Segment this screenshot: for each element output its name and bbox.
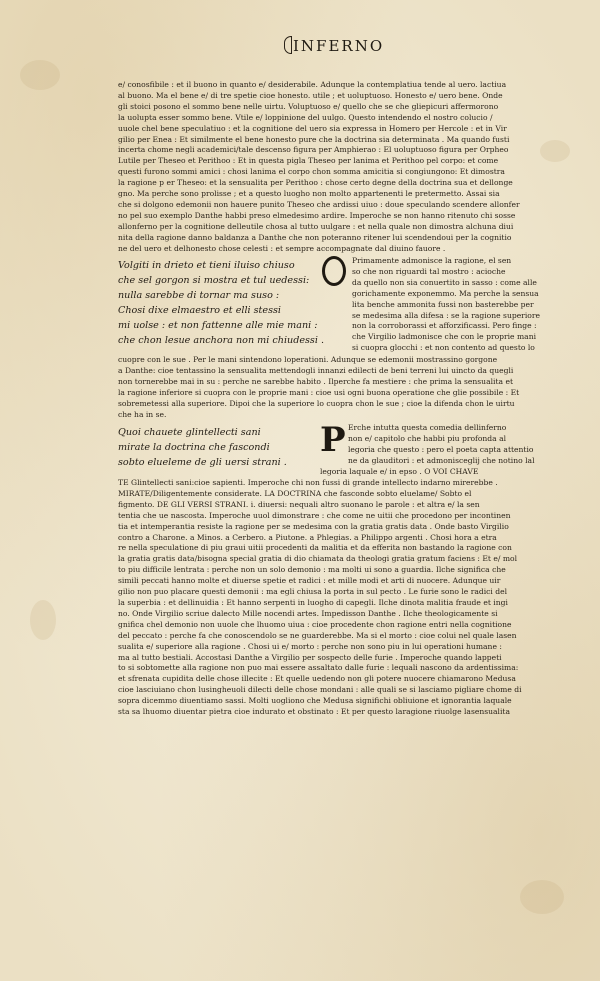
text-line: nita della ragione danno baldanza a Danthe che non poteranno ritener lui scendendoui per la cognitio [118,232,512,242]
text-line: no pel suo exemplo Danthe habbi preso elmedesimo ardire. Imperoche se non hanno ritenuto chi sosse [118,210,516,220]
commentary-line: non e/ capitolo che habbi piu profonda al [348,433,507,443]
text-line: cioe lasciuiano chon lusingheuoli dilecti delle chose mondani : alle quali se si lasciamo pigliare chome di [118,685,522,695]
commentary-line: so che non riguardi tal mostro : acioche [352,266,506,276]
commentary-line: Primamente admonisce la ragione, el sen [352,256,512,265]
commentary-line: gorichamente exponemmo. Ma perche la sensua [352,288,539,298]
running-head-text: INFERNO [293,37,385,55]
text-line: del peccato : perche fa che conoscendolo se ne guarderebbe. Ma si el morto : cioe colui nel quale lasen [118,630,517,640]
commentary-line: che Virgilio ladmonisce che con le proprie mani [352,332,537,342]
text-line: tentia che ue nascosta. Imperoche uuol dimonstrare : che come ne uitii che procedono per incontinen [118,510,511,520]
text-line: gno. Ma perche sono prolisse ; et a questo luogho non molto appartenenti le pretermetto. Assai sia [118,189,500,199]
main-prose [118,478,566,718]
text-line: incerta chome negli academici/tale descenso figura per Amphierao : El uoluptuoso figura per Orpheo [118,145,509,155]
text-line: TE Glintellecti sani:cioe sapienti. Imperoche chi non fussi di grande intellecto indarno mirerebbe . [118,478,498,487]
commentary-block-2 [320,420,568,478]
running-head [284,36,384,55]
text-line: Lutile per Theseo et Perithoo : Et in questa pigla Theseo per lanima et Perithoo pel corpo: et come [118,156,499,166]
text-line: to piu difficile lentrata : perche non un solo demonio : ma molti ui sono a guardia. Ilche significa che [118,565,506,575]
text-line: sualita e/ superiore alla ragione . Chosi ui e/ morto : perche non sono piu in lui operationi humane : [118,641,502,651]
verse-line: sobto elueleme de gli uersi strani . [118,457,287,468]
stain [20,60,60,90]
verse-line: Chosi dixe elmaestro et elli stessi [118,305,282,316]
text-line: contro a Charone. a Minos. a Cerbero. a Piutone. a Phlegias. a Philippo argenti . Chosi hora a etra [118,532,497,542]
text-line: allonferno per la cognitione delleutile chosa al tutto uulgare : et nella quale non dimostra alchuna diui [118,221,514,231]
commentary-line: Erche intutta questa comedia dellinferno [348,423,507,432]
bracket-ornament [284,36,292,54]
text-line: gnifica chel demonio non uuole che lhuomo uiua : cioe procedente chon ragione entri nella cognitione [118,619,512,629]
verse-line: che chon lesue anchora non mi chiudessi . [118,335,325,346]
verse-block-1 [118,258,330,348]
commentary-line: se medesima alla difesa : se la ragione superiore [352,310,540,320]
text-line: la ragione p er Theseo: et la sensualita per Perithoo : chose certo degne della doctrina sua et dellonge [118,178,513,188]
verse-line: che sel gorgon si mostra et tul uedessi: [118,275,310,286]
text-line: ma al tutto bestiali. Accostasi Danthe a Virgilio per sospecto delle furie . Imperoche quando lappeti [118,652,502,662]
text-line: che ha in se. [118,409,167,419]
verse-line: Quoi chauete glintellecti sani [118,427,261,438]
text-line: sopra dicemmo diuentiamo sassi. Molti uogliono che Medusa significhi obliuione et ignorantia laquale [118,696,512,706]
text-line: non tornerebbe mai in su : perche ne sarebbe habito . Ilperche fa mestiere : che prima la sensualita et [118,376,513,386]
verse-line: mi uolse : et non fattenne alle mie mani : [118,320,318,331]
text-line: uuole chel bene speculatiuo : et la cognitione del uero sia expressa in Homero per Hercole : et in Vir [118,123,507,133]
commentary-line: ne da glauditori : et admonisceglij che notino lal [348,455,535,465]
stain [30,600,56,640]
commentary-line: da quello non sia conuertito in sasso : come alle [352,277,537,287]
text-line: a Danthe: cioe tentassino la sensualita mettendogli innanzi edilecti de beni terreni lui uincto da quegli [118,365,514,375]
verse-block-2 [118,425,330,470]
text-line: la gratia gratis data/bisogna special gratia di dio chiamata da theologi gratia gratum faciens : Et e/ mol [118,554,518,564]
text-line: gilio per Enea : Et similmente el bene honesto pure che la doctrina sia determinata . Ma quando fusti [118,134,510,144]
text-line: gli stoici posono el sommo bene nelle uirtu. Voluptuoso e/ quello che se che gliepicuri affermorono [118,101,499,111]
text-line: MIRATE/Diligentemente considerate. LA DOCTRINA che fasconde sobto eluelame/ Sobto el [118,488,472,498]
text-line: no. Onde Virgilio scriue dalecto Mille nocendi artes. Impedisson Danthe . Ilche theologicamente si [118,608,498,618]
text-line: sobremetessi alla superiore. Dipoi che la superiore lo cuopra chon le sue ; cioe la difenda chon le uirtu [118,398,515,408]
stain [520,880,564,914]
text-line: re nella speculatione di piu graui uitii procedenti da malitia et da efferita non bastando la ragione con [118,543,512,553]
text-line: al buono. Ma el bene e/ di tre spetie cioe honesto. utile ; et uoluptuoso. Honesto e/ uero bene. Onde [118,90,503,100]
text-line: la superbia : et dellinuidia : Et hanno serpenti in luogho di capegli. Ilche dinota malitia fraude et ingi [118,597,508,607]
text-line: tia et intemperantia resiste la ragione per se medesima con la gratia gratis data . Onde basto Virgilio [118,521,509,531]
text-line: gilio non puo placare questi demonii : ma egli chiusa la porta in sul pecto . Le furie sono le radici del [118,587,508,597]
intro-prose [118,80,566,255]
text-line: questi furono sommi amici : chosi lanima el corpo chon somma amicitia si congiungono: Et dimostra [118,167,505,177]
initial-p: P [320,420,346,460]
text-line: figmento. DE GLI VERSI STRANI. i. diuersi: nequali altro suonano le parole : et altra e/ la sen [118,499,480,509]
text-line: cuopre con le sue . Per le mani sintendono loperationi. Adunque se edemonii mostrassino gorgone [118,355,498,364]
text-line: la ragione inferiore si cuopra con le proprie mani : cioe usi ogni buona operatione che glie possibile : Et [118,387,520,397]
commentary-line: lita benche ammonita fussi non basterebbe per [352,299,534,309]
commentary-line: non la corroborassi et afforzificassi. Pero finge : [352,321,537,331]
text-line: la uolupta esser sommo bene. Vtile e/ loppinione del uulgo. Questo intendendo el nostro colucio / [118,112,493,122]
commentary-line: si cuopra glocchi : et non contento ad questo lo [352,343,535,353]
commentary-line: legoria laquale e/ in epso . O VOI CHAVE [320,466,479,476]
text-line: e/ conosfibile : et il buono in quanto e/ desiderabile. Adunque la contemplatiua tende al uero. lactiua [118,80,507,89]
text-line: sta sa lhuomo diuentar pietra cioe indurato et obstinato : Et per questo laragione riuolge lasensualita [118,707,510,717]
text-line: che si dolgono edemonii non hauere punito Theseo che ardissi uiuo : doue speculando scendere allonfer [118,199,520,209]
commentary-block-1 [320,256,568,354]
verse-line: Volgiti in drieto et tieni iluiso chiuso [118,260,295,271]
commentary-line: legoria che questo : pero el poeta capta attentio [348,444,534,454]
text-line: to si sobtomette alla ragione non puo mai essere assaltato dalle furie : lequali nascono da ardentissima: [118,663,519,673]
verse-line: nulla sarebbe di tornar ma suso : [118,290,280,301]
text-line: simili peccati hanno molte et diuerse spetie et radici : et mille modi et arti di nuocere. Adunque uir [118,576,501,586]
text-line: ne del uero et delhonesto chose celesti : et sempre accompagnate dal diuino fauore . [118,243,446,253]
mid-prose [118,355,566,420]
text-line: et sfrenata cupidita delle chose illecite : Et quelle uedendo non gli potere nuocere chiamarono Medusa [118,674,516,684]
verse-line: mirate la doctrina che fascondi [118,442,270,453]
